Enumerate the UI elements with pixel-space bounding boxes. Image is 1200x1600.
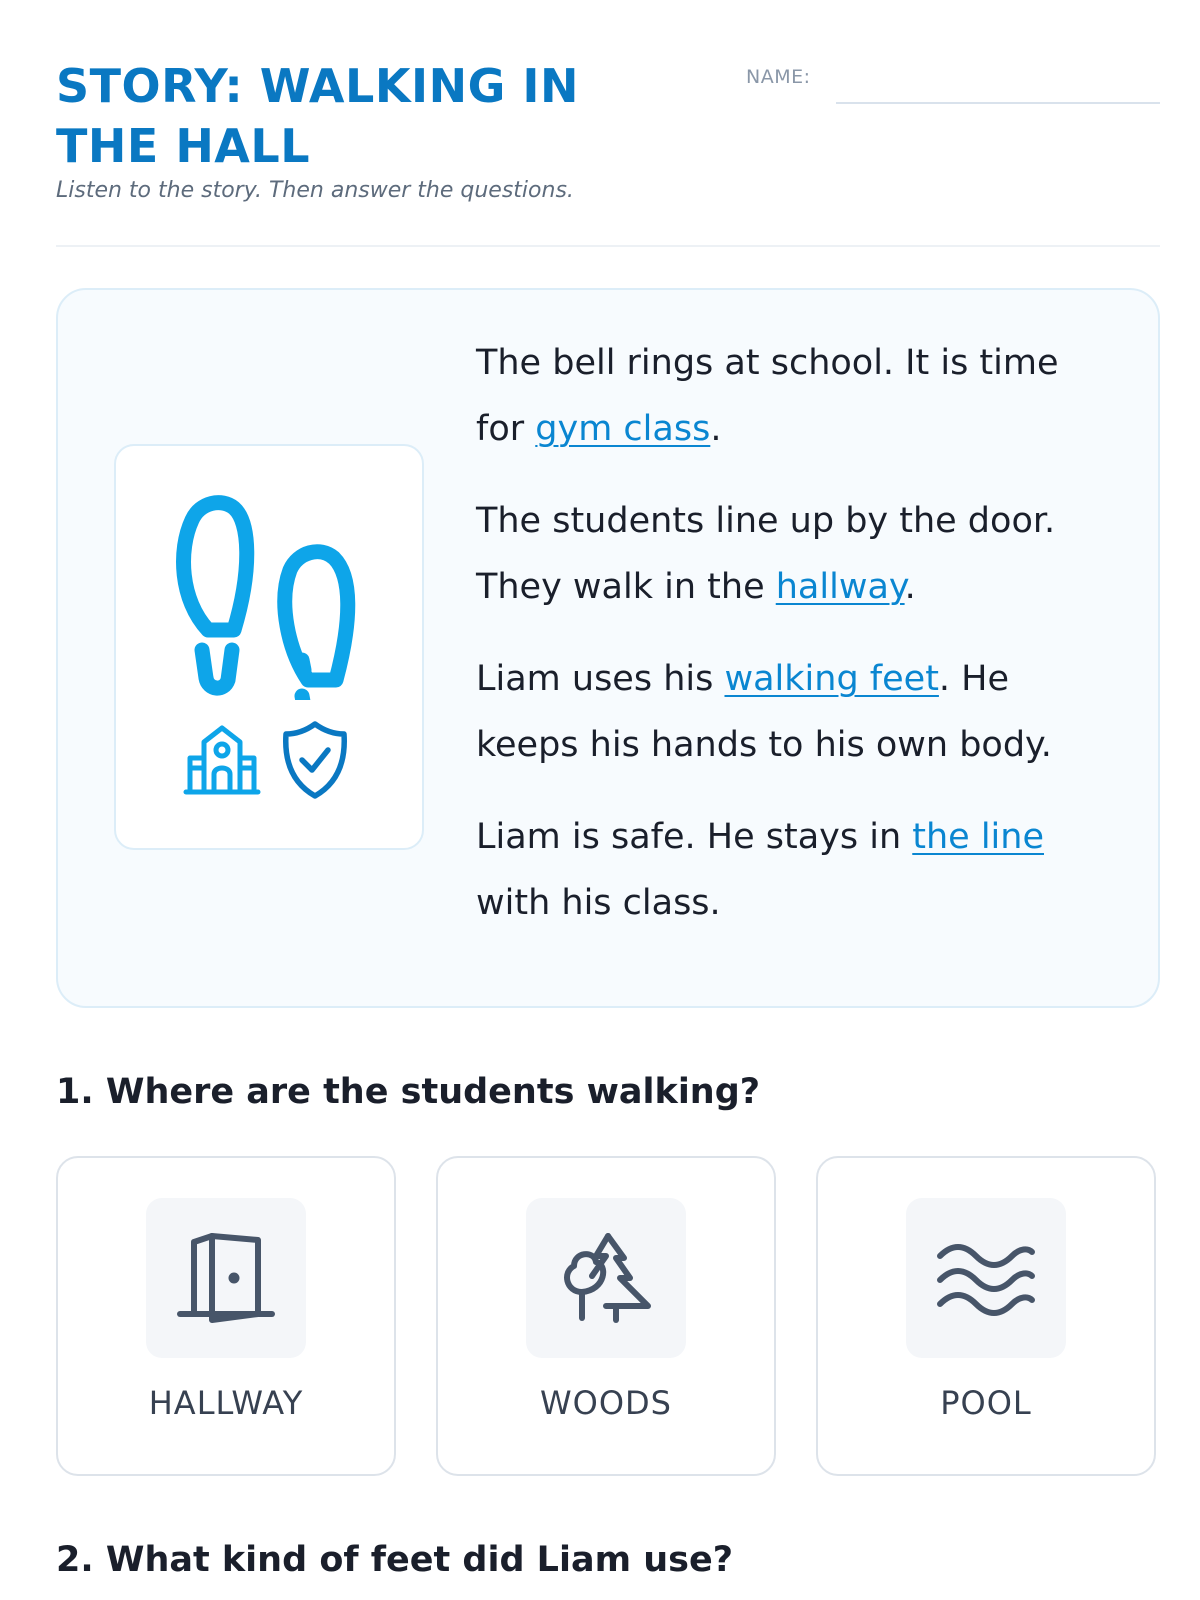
story-paragraph: The students line up by the door. They walk in the hallway.: [476, 501, 1056, 607]
header-divider: [56, 245, 1160, 247]
option-label: WOODS: [540, 1384, 672, 1422]
story-paragraph: Liam uses his walking feet. He keeps his hands to his own body.: [476, 659, 1052, 765]
school-icon: [182, 722, 262, 796]
story-text: [476, 330, 1116, 962]
option-hallway[interactable]: [56, 1156, 396, 1476]
option-icon-tile: [526, 1198, 686, 1358]
option-pool[interactable]: [816, 1156, 1156, 1476]
option-woods[interactable]: [436, 1156, 776, 1476]
story-paragraph: Liam is safe. He stays in the line with his class.: [476, 817, 1044, 923]
page-title: STORY: WALKING IN THE HALL: [56, 59, 579, 173]
vocab-link-hallway[interactable]: hallway: [775, 567, 905, 607]
name-input-line[interactable]: [836, 102, 1160, 104]
option-icon-tile: [906, 1198, 1066, 1358]
option-icon-tile: [146, 1198, 306, 1358]
worksheet-page: [56, 0, 1160, 1600]
footprints-icon: [170, 490, 370, 700]
shield-check-icon: [280, 720, 350, 800]
question-1-options: [56, 1156, 1160, 1476]
name-label: NAME:: [746, 66, 811, 88]
vocab-link-walking-feet[interactable]: walking feet: [724, 659, 939, 699]
story-paragraph: The bell rings at school. It is time for gym class.: [476, 343, 1059, 449]
trees-icon: [556, 1228, 656, 1328]
page-subtitle: Listen to the story. Then answer the questions.: [56, 178, 574, 203]
question-1: 1. Where are the students walking?: [56, 1072, 761, 1112]
story-card: [56, 288, 1160, 1008]
option-label: HALLWAY: [148, 1384, 304, 1422]
option-label: POOL: [940, 1384, 1032, 1422]
door-icon: [176, 1228, 276, 1328]
water-waves-icon: [936, 1228, 1036, 1328]
vocab-link-the-line[interactable]: the line: [912, 817, 1044, 857]
story-illustration: [114, 444, 424, 850]
vocab-link-gym-class[interactable]: gym class: [535, 409, 711, 449]
question-2: 2. What kind of feet did Liam use?: [56, 1540, 734, 1580]
